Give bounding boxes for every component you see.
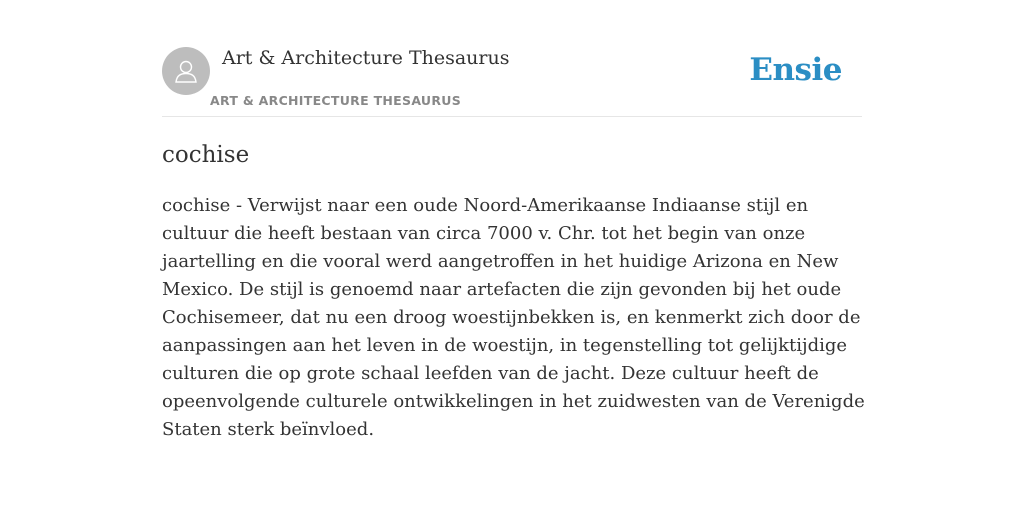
entry-term: cochise [162,142,250,168]
user-icon [171,56,201,86]
page-container [162,0,865,440]
source-title-link[interactable]: Art & Architecture Thesaurus [222,47,510,69]
ensie-logo[interactable]: Ensie [749,52,842,88]
source-subtitle: ART & ARCHITECTURE THESAURUS [210,93,462,108]
entry-definition: cochise - Verwijst naar een oude Noord-Amerikaanse Indiaanse stijl en cultuur die heeft bestaan van circa 7000 v. Chr. tot het begin van onze jaartelling en die vooral werd aangetroffen in het huidige Arizona en New Mexico. De stijl is genoemd naar artefacten die zijn gevonden bij het oude Cochisemeer, dat nu een droog woestijnbekken is, en kenmerkt zich door de aanpassingen aan het leven in de woestijn, in tegenstelling tot gelijktijdige culturen die op grote schaal leefden van de jacht. Deze cultuur heeft de opeenvolgende culturele ontwikkelingen in het zuidwesten van de Verenigde Staten sterk beïnvloed. [162,195,865,440]
source-header [162,0,862,117]
avatar[interactable] [162,47,210,95]
